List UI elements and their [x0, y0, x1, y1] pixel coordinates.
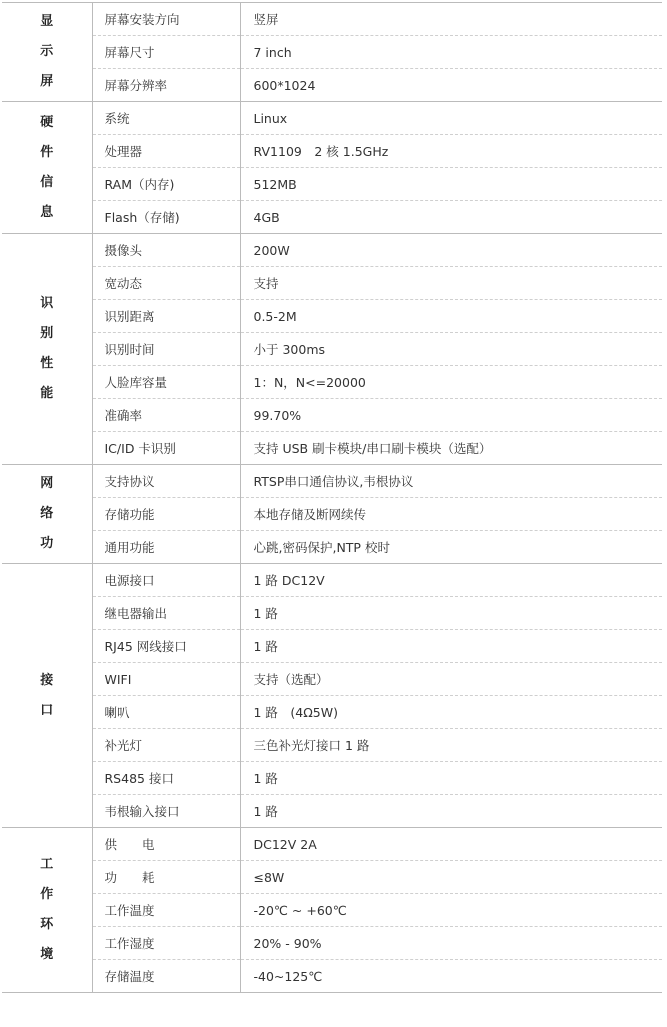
spec-value: 小于 300ms	[240, 333, 662, 366]
spec-table	[2, 2, 662, 993]
spec-label: Flash（存储)	[92, 201, 240, 234]
spec-value: RV1109 2 核 1.5GHz	[240, 135, 662, 168]
spec-label: 人脸库容量	[92, 366, 240, 399]
spec-value: 支持	[240, 267, 662, 300]
table-row	[2, 564, 662, 597]
spec-label: 喇叭	[92, 696, 240, 729]
table-row	[2, 102, 662, 135]
spec-label: 韦根输入接口	[92, 795, 240, 828]
table-row	[2, 465, 662, 498]
spec-label: RS485 接口	[92, 762, 240, 795]
spec-label: RAM（内存)	[92, 168, 240, 201]
table-row	[2, 399, 662, 432]
spec-value: 本地存储及断网续传	[240, 498, 662, 531]
category-cell: 工作环境	[2, 828, 92, 993]
table-row	[2, 135, 662, 168]
table-row	[2, 234, 662, 267]
table-row	[2, 498, 662, 531]
spec-value: 1 路	[240, 762, 662, 795]
spec-value: 1 路 DC12V	[240, 564, 662, 597]
spec-label: 工作温度	[92, 894, 240, 927]
table-row	[2, 69, 662, 102]
table-row	[2, 168, 662, 201]
table-row	[2, 3, 662, 36]
spec-value: 20% - 90%	[240, 927, 662, 960]
category-cell: 网络功	[2, 465, 92, 564]
spec-value: 三色补光灯接口 1 路	[240, 729, 662, 762]
category-cell: 显示屏	[2, 3, 92, 102]
spec-label: 补光灯	[92, 729, 240, 762]
table-row	[2, 894, 662, 927]
spec-label: 处理器	[92, 135, 240, 168]
spec-label: 工作湿度	[92, 927, 240, 960]
table-row	[2, 630, 662, 663]
spec-label: 屏幕尺寸	[92, 36, 240, 69]
table-row	[2, 861, 662, 894]
table-row	[2, 663, 662, 696]
spec-value: 1：N，N<=20000	[240, 366, 662, 399]
table-row	[2, 597, 662, 630]
spec-label: WIFI	[92, 663, 240, 696]
table-row	[2, 795, 662, 828]
spec-value: 1 路	[240, 630, 662, 663]
table-row	[2, 828, 662, 861]
spec-label: 存储功能	[92, 498, 240, 531]
spec-label: 系统	[92, 102, 240, 135]
table-row	[2, 300, 662, 333]
spec-label: 继电器输出	[92, 597, 240, 630]
spec-label: 电源接口	[92, 564, 240, 597]
category-cell: 硬件信息	[2, 102, 92, 234]
table-row	[2, 201, 662, 234]
spec-label: IC/ID 卡识别	[92, 432, 240, 465]
spec-value: 99.70%	[240, 399, 662, 432]
spec-value: -40~125℃	[240, 960, 662, 993]
spec-value: ≤8W	[240, 861, 662, 894]
spec-value: 512MB	[240, 168, 662, 201]
spec-value: 600*1024	[240, 69, 662, 102]
spec-label: 识别距离	[92, 300, 240, 333]
spec-label: RJ45 网线接口	[92, 630, 240, 663]
spec-label: 识别时间	[92, 333, 240, 366]
table-row	[2, 696, 662, 729]
spec-label: 宽动态	[92, 267, 240, 300]
spec-label: 摄像头	[92, 234, 240, 267]
category-cell: 接口	[2, 564, 92, 828]
spec-label: 屏幕分辨率	[92, 69, 240, 102]
spec-label: 通用功能	[92, 531, 240, 564]
spec-label: 供 电	[92, 828, 240, 861]
table-row	[2, 762, 662, 795]
spec-label: 屏幕安装方向	[92, 3, 240, 36]
spec-value: 支持（选配）	[240, 663, 662, 696]
spec-value: RTSP串口通信协议,韦根协议	[240, 465, 662, 498]
spec-value: 1 路 (4Ω5W)	[240, 696, 662, 729]
spec-label: 准确率	[92, 399, 240, 432]
spec-label: 功 耗	[92, 861, 240, 894]
spec-value: Linux	[240, 102, 662, 135]
table-row	[2, 531, 662, 564]
spec-value: 4GB	[240, 201, 662, 234]
table-row	[2, 960, 662, 993]
spec-value: DC12V 2A	[240, 828, 662, 861]
spec-value: -20℃ ~ +60℃	[240, 894, 662, 927]
spec-table-body	[2, 3, 662, 993]
spec-label: 存储温度	[92, 960, 240, 993]
table-row	[2, 267, 662, 300]
spec-value: 7 inch	[240, 36, 662, 69]
table-row	[2, 36, 662, 69]
spec-value: 1 路	[240, 795, 662, 828]
spec-label: 支持协议	[92, 465, 240, 498]
table-row	[2, 729, 662, 762]
table-row	[2, 366, 662, 399]
spec-value: 0.5-2M	[240, 300, 662, 333]
category-cell: 识别性能	[2, 234, 92, 465]
spec-value: 竖屏	[240, 3, 662, 36]
spec-value: 1 路	[240, 597, 662, 630]
spec-value: 心跳,密码保护,NTP 校时	[240, 531, 662, 564]
spec-value: 支持 USB 刷卡模块/串口刷卡模块（选配）	[240, 432, 662, 465]
spec-value: 200W	[240, 234, 662, 267]
table-row	[2, 333, 662, 366]
table-row	[2, 432, 662, 465]
table-row	[2, 927, 662, 960]
